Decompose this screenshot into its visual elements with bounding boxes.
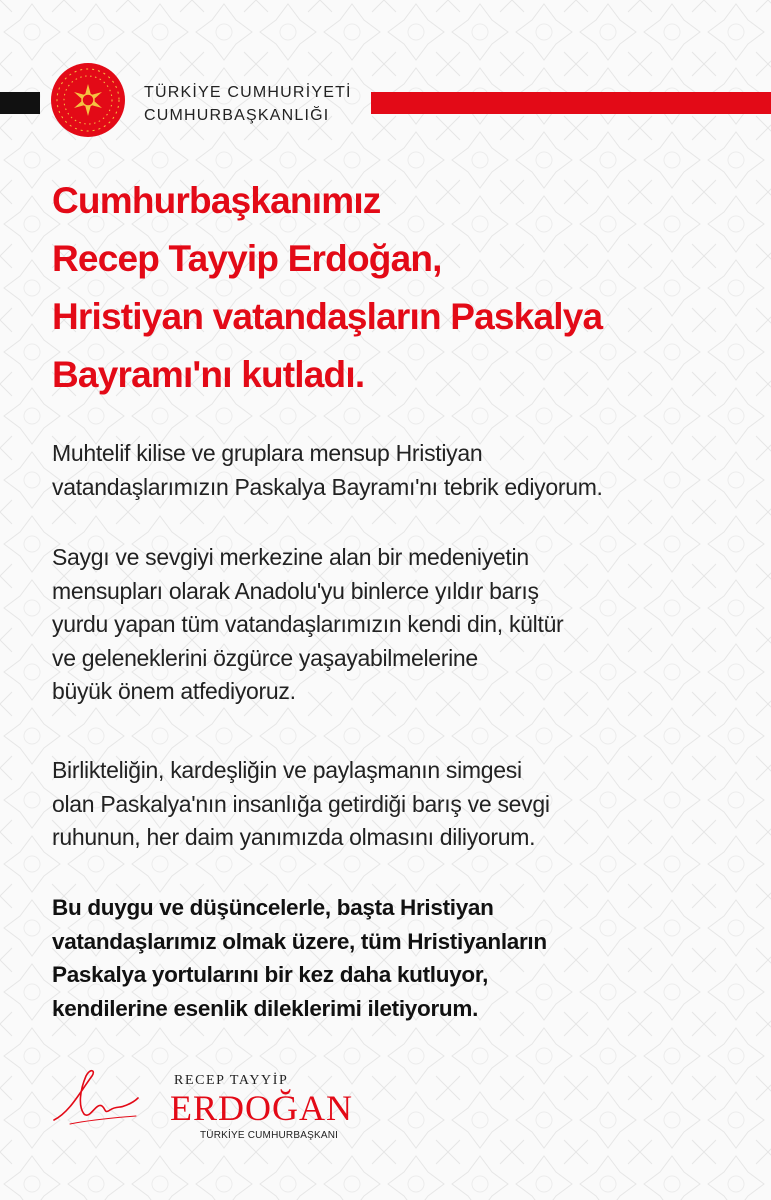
handwritten-signature-icon [50, 1062, 140, 1132]
institution-line2: CUMHURBAŞKANLIĞI [144, 107, 330, 124]
text-line: ve geleneklerini özgürce yaşayabilmelerine [52, 644, 478, 671]
text-line: vatandaşlarımızın Paskalya Bayramı'nı tebrik ediyorum. [52, 473, 603, 500]
signatory-first-name: RECEP TAYYİP [174, 1073, 289, 1088]
text-line: kendilerine esenlik dileklerimi iletiyorum. [52, 995, 479, 1021]
text-line: yurdu yapan tüm vatandaşlarımızın kendi din, kültür [52, 611, 564, 637]
signatory-surname: ERDOĞAN [170, 1088, 353, 1128]
header-red-bar [371, 92, 771, 114]
headline-line: Cumhurbaşkanımız [52, 180, 381, 221]
text-line: vatandaşlarımız olmak üzere, tüm Hristiyanların [52, 928, 547, 954]
signatory-title: TÜRKİYE CUMHURBAŞKANI [200, 1130, 339, 1141]
text-line: Birlikteliğin, kardeşliğin ve paylaşmanın simgesi [52, 757, 522, 783]
headline-line: Recep Tayyip Erdoğan, [52, 238, 442, 279]
text-line: ruhunun, her daim yanımızda olmasını diliyorum. [52, 824, 536, 850]
text-line: büyük önem atfediyoruz. [52, 678, 296, 704]
message-paragraph-3 [52, 754, 742, 855]
text-line: mensupları olarak Anadolu'yu binlerce yıldır barış [52, 577, 539, 604]
institution-line1: TÜRKİYE CUMHURİYETİ [144, 84, 352, 101]
message-paragraph-4-bold [52, 891, 742, 1025]
header-black-bar [0, 92, 40, 114]
text-line: Saygı ve sevgiyi merkezine alan bir medeniyetin [52, 544, 529, 570]
text-line: Paskalya yortularını bir kez daha kutluyor, [52, 962, 489, 987]
headline-line: Hristiyan vatandaşların Paskalya [52, 296, 603, 337]
headline-line: Bayramı'nı kutladı. [52, 354, 365, 395]
presidential-seal-icon [50, 62, 126, 138]
page-title [52, 172, 752, 404]
institution-name [144, 81, 352, 127]
text-line: Bu duygu ve düşüncelerle, başta Hristiyan [52, 895, 494, 920]
message-paragraph-2 [52, 541, 742, 709]
message-paragraph-1 [52, 437, 742, 504]
text-line: olan Paskalya'nın insanlığa getirdiği barış ve sevgi [52, 790, 550, 817]
text-line: Muhtelif kilise ve gruplara mensup Hristiyan [52, 440, 483, 466]
